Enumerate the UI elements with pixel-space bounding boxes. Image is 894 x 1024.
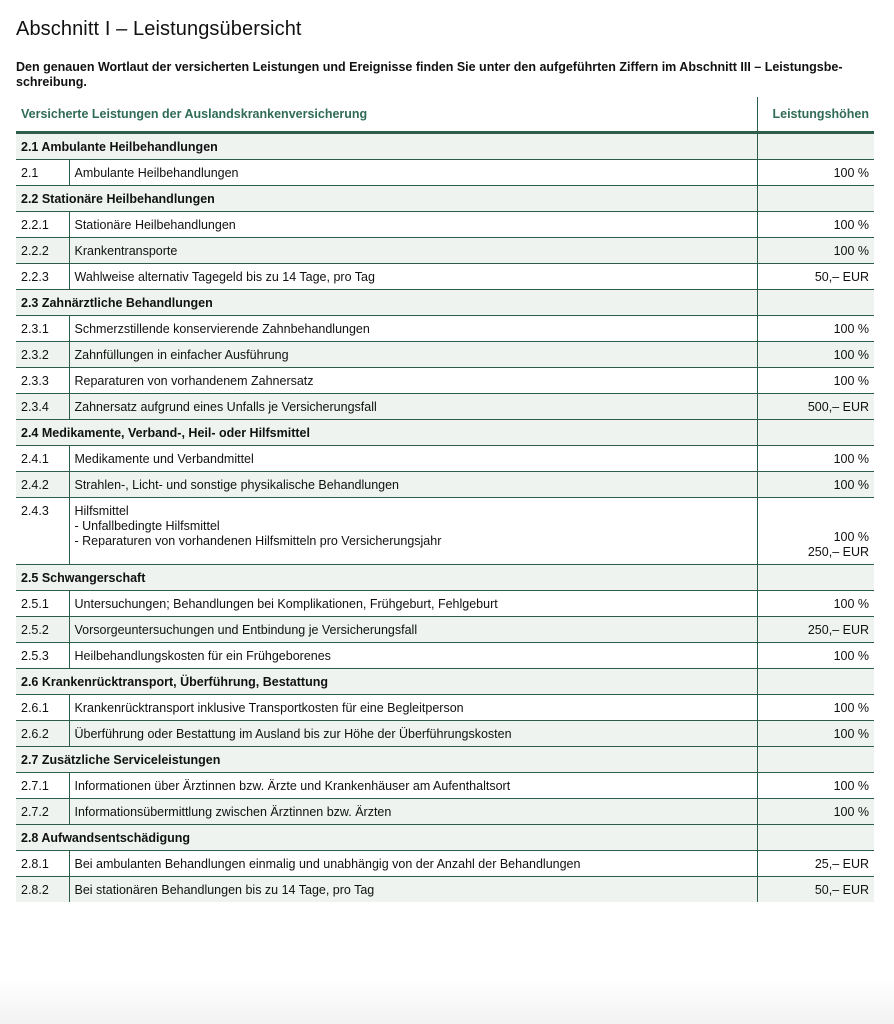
section-title: 2.6 Krankenrücktransport, Überführung, Bestattung <box>16 669 757 695</box>
section-row <box>16 565 874 591</box>
item-number: 2.3.2 <box>16 342 69 368</box>
item-description: Wahlweise alternativ Tagegeld bis zu 14 Tage, pro Tag <box>69 264 757 290</box>
item-description: Vorsorgeuntersuchungen und Entbindung je Versicherungsfall <box>69 617 757 643</box>
table-row <box>16 238 874 264</box>
section-amount-empty <box>757 565 874 591</box>
table-row <box>16 773 874 799</box>
item-amount: 100 % <box>757 799 874 825</box>
item-amount: 100 % <box>757 446 874 472</box>
section-amount-empty <box>757 133 874 160</box>
item-description: Überführung oder Bestattung im Ausland bis zur Höhe der Überführungskosten <box>69 721 757 747</box>
intro-text: Den genauen Wortlaut der versicherten Leistungen und Ereignisse finden Sie unter den aufgeführten Ziffern im Abschnitt III – Leistungsbe-schreibung. <box>16 60 843 89</box>
table-row <box>16 264 874 290</box>
item-number: 2.2.3 <box>16 264 69 290</box>
item-number: 2.5.2 <box>16 617 69 643</box>
item-description: Zahnersatz aufgrund eines Unfalls je Versicherungsfall <box>69 394 757 420</box>
table-row <box>16 212 874 238</box>
item-amount: 100 % <box>757 238 874 264</box>
item-amount: 100 % <box>757 342 874 368</box>
item-amount <box>757 498 874 565</box>
item-amount: 50,– EUR <box>757 264 874 290</box>
section-row <box>16 133 874 160</box>
table-row <box>16 368 874 394</box>
item-amount: 100 % <box>757 316 874 342</box>
item-description: Krankentransporte <box>69 238 757 264</box>
item-amount: 100 % <box>757 160 874 186</box>
item-number: 2.5.3 <box>16 643 69 669</box>
table-row <box>16 617 874 643</box>
table-header-row <box>16 97 874 133</box>
item-amount-line: 250,– EUR <box>807 545 870 559</box>
section-amount-empty <box>757 669 874 695</box>
item-description: Informationen über Ärztinnen bzw. Ärzte und Krankenhäuser am Aufenthaltsort <box>69 773 757 799</box>
item-amount: 100 % <box>757 212 874 238</box>
item-description-line: - Unfallbedingte Hilfsmittel <box>74 519 220 533</box>
table-row <box>16 498 874 565</box>
section-row <box>16 825 874 851</box>
section-title: 2.3 Zahnärztliche Behandlungen <box>16 290 757 316</box>
item-amount-line: 100 % <box>833 530 870 544</box>
table-row <box>16 160 874 186</box>
table-row <box>16 877 874 903</box>
section-row <box>16 420 874 446</box>
item-number: 2.7.1 <box>16 773 69 799</box>
section-amount-empty <box>757 186 874 212</box>
table-row <box>16 591 874 617</box>
item-description: Strahlen-, Licht- und sonstige physikalische Behandlungen <box>69 472 757 498</box>
item-description: Bei ambulanten Behandlungen einmalig und unabhängig von der Anzahl der Behandlungen <box>69 851 757 877</box>
section-row <box>16 290 874 316</box>
table-row <box>16 446 874 472</box>
item-number: 2.2.2 <box>16 238 69 264</box>
item-number: 2.4.1 <box>16 446 69 472</box>
section-amount-empty <box>757 825 874 851</box>
header-description: Versicherte Leistungen der Auslandskrankenversicherung <box>16 97 757 133</box>
table-row <box>16 472 874 498</box>
item-amount: 100 % <box>757 368 874 394</box>
table-row <box>16 851 874 877</box>
item-number: 2.3.1 <box>16 316 69 342</box>
item-description-line: Hilfsmittel <box>74 504 129 518</box>
section-row <box>16 186 874 212</box>
item-amount: 25,– EUR <box>757 851 874 877</box>
section-amount-empty <box>757 420 874 446</box>
section-row <box>16 747 874 773</box>
table-row <box>16 394 874 420</box>
item-amount: 100 % <box>757 591 874 617</box>
item-number: 2.4.2 <box>16 472 69 498</box>
item-number: 2.6.1 <box>16 695 69 721</box>
item-amount: 100 % <box>757 695 874 721</box>
table-row <box>16 799 874 825</box>
item-amount: 50,– EUR <box>757 877 874 903</box>
item-number: 2.2.1 <box>16 212 69 238</box>
item-amount: 100 % <box>757 643 874 669</box>
item-description: Stationäre Heilbehandlungen <box>69 212 757 238</box>
section-title: 2.8 Aufwandsentschädigung <box>16 825 757 851</box>
page-bottom-shade <box>0 980 894 1024</box>
item-number: 2.8.2 <box>16 877 69 903</box>
item-number: 2.7.2 <box>16 799 69 825</box>
item-amount: 100 % <box>757 773 874 799</box>
item-description: Zahnfüllungen in einfacher Ausführung <box>69 342 757 368</box>
item-amount: 250,– EUR <box>757 617 874 643</box>
item-description <box>69 498 757 565</box>
item-number: 2.6.2 <box>16 721 69 747</box>
item-amount: 100 % <box>757 472 874 498</box>
section-title: 2.7 Zusätzliche Serviceleistungen <box>16 747 757 773</box>
item-description-line: - Reparaturen von vorhandenen Hilfsmitteln pro Versicherungsjahr <box>74 534 442 548</box>
table-row <box>16 721 874 747</box>
table-row <box>16 695 874 721</box>
header-amount: Leistungshöhen <box>757 97 874 133</box>
section-title: 2.5 Schwangerschaft <box>16 565 757 591</box>
page-title: Abschnitt I – Leistungsübersicht <box>16 18 302 40</box>
item-description: Krankenrücktransport inklusive Transportkosten für eine Begleitperson <box>69 695 757 721</box>
item-description: Informationsübermittlung zwischen Ärztinnen bzw. Ärzten <box>69 799 757 825</box>
table-body <box>16 133 874 903</box>
benefits-table <box>16 97 874 902</box>
item-number: 2.5.1 <box>16 591 69 617</box>
item-description: Bei stationären Behandlungen bis zu 14 Tage, pro Tag <box>69 877 757 903</box>
item-description: Untersuchungen; Behandlungen bei Komplikationen, Frühgeburt, Fehlgeburt <box>69 591 757 617</box>
section-title: 2.4 Medikamente, Verband-, Heil- oder Hilfsmittel <box>16 420 757 446</box>
section-row <box>16 669 874 695</box>
section-amount-empty <box>757 290 874 316</box>
item-number: 2.3.3 <box>16 368 69 394</box>
table-row <box>16 342 874 368</box>
item-amount: 100 % <box>757 721 874 747</box>
item-description: Ambulante Heilbehandlungen <box>69 160 757 186</box>
section-title: 2.1 Ambulante Heilbehandlungen <box>16 133 757 160</box>
item-number: 2.4.3 <box>16 498 69 565</box>
table-row <box>16 643 874 669</box>
section-amount-empty <box>757 747 874 773</box>
item-description: Medikamente und Verbandmittel <box>69 446 757 472</box>
item-number: 2.1 <box>16 160 69 186</box>
table-row <box>16 316 874 342</box>
section-title: 2.2 Stationäre Heilbehandlungen <box>16 186 757 212</box>
item-amount: 500,– EUR <box>757 394 874 420</box>
item-description: Schmerzstillende konservierende Zahnbehandlungen <box>69 316 757 342</box>
item-number: 2.8.1 <box>16 851 69 877</box>
item-description: Reparaturen von vorhandenem Zahnersatz <box>69 368 757 394</box>
item-description: Heilbehandlungskosten für ein Frühgeborenes <box>69 643 757 669</box>
item-number: 2.3.4 <box>16 394 69 420</box>
